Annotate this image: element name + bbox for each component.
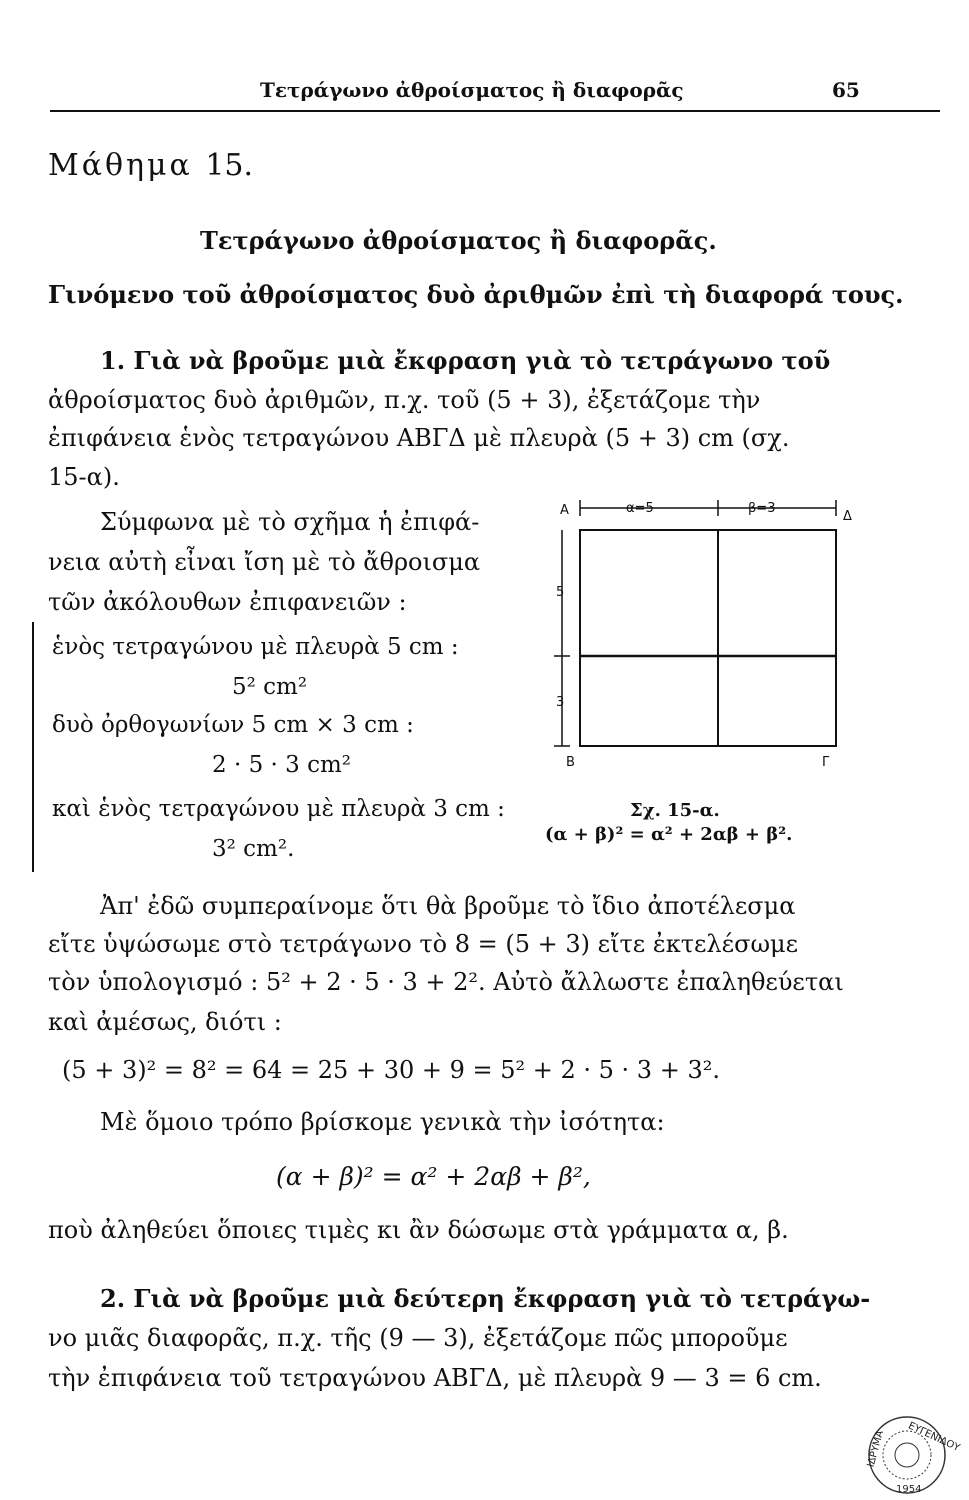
paragraph-line: ποὺ ἀληθεύει ὅποιες τιμὲς κι ἂν δώσωμε στὰ γράμματα α, β. (48, 1216, 789, 1244)
paragraph-line: Σύμφωνα μὲ τὸ σχῆμα ἡ ἐπιφά- (100, 508, 480, 536)
paragraph-line: καὶ ἀμέσως, διότι : (48, 1008, 282, 1036)
paragraph-line: νο μιᾶς διαφορᾶς, π.χ. τῆς (9 — 3), ἐξετάζομε πῶς μποροῦμε (48, 1324, 788, 1352)
paragraph-line: 2. Γιὰ νὰ βροῦμε μιὰ δεύτερη ἔκφραση γιὰ τὸ τετράγω- (100, 1284, 871, 1313)
figure-formula: (α + β)² = α² + 2αβ + β². (545, 824, 793, 845)
paragraph-line: 1. Γιὰ νὰ βροῦμε μιὰ ἔκφραση γιὰ τὸ τετράγωνο τοῦ (100, 346, 831, 375)
equation-numeric: (5 + 3)² = 8² = 64 = 25 + 30 + 9 = 5² + 2 · 5 · 3 + 3². (62, 1056, 720, 1084)
figure-square-diagram (540, 490, 860, 790)
top-dimension-a: α=5 (626, 501, 654, 516)
stamp-year: 1954 (896, 1484, 922, 1495)
list-item-value: 5² cm² (232, 674, 308, 700)
list-item: ἑνὸς τετραγώνου μὲ πλευρὰ 5 cm : (52, 634, 459, 660)
list-item-value: 2 · 5 · 3 cm² (212, 752, 351, 778)
page-number: 65 (832, 78, 860, 102)
paragraph-line: τὸν ὑπολογισμό : 5² + 2 · 5 · 3 + 2². Αὐτὸ ἄλλωστε ἐπαληθεύεται (48, 968, 844, 996)
list-item: καὶ ἑνὸς τετραγώνου μὲ πλευρὰ 3 cm : (52, 796, 505, 822)
stamp-left-text: ΙΔΡΥΜΑ (865, 1429, 886, 1469)
vertex-label-d: Δ (843, 509, 852, 524)
paragraph-line: Μὲ ὅμοιο τρόπο βρίσκομε γενικὰ τὴν ἰσότητα: (100, 1108, 665, 1136)
vertex-label-a: Α (560, 503, 569, 518)
library-stamp (862, 1412, 962, 1498)
top-dimension-b: β=3 (748, 501, 776, 516)
list-item: δυὸ ὀρθογωνίων 5 cm × 3 cm : (52, 712, 414, 738)
side-dimension-3: 3 (556, 695, 565, 710)
list-brace (32, 622, 44, 872)
running-title: Τετράγωνο ἀθροίσματος ἢ διαφορᾶς (260, 78, 684, 102)
paragraph-line: νεια αὐτὴ εἶναι ἴση μὲ τὸ ἄθροισμα (48, 548, 481, 576)
paragraph-line: 15-α). (48, 463, 120, 491)
paragraph-line: τὴν ἐπιφάνεια τοῦ τετραγώνου ΑΒΓΔ, μὲ πλευρὰ 9 — 3 = 6 cm. (48, 1364, 822, 1392)
paragraph-line: τῶν ἀκόλουθων ἐπιφανειῶν : (48, 588, 407, 616)
section-subtitle: Γινόμενο τοῦ ἀθροίσματος δυὸ ἀριθμῶν ἐπὶ τὴ διαφορά τους. (48, 280, 904, 309)
paragraph-line: ἐπιφάνεια ἑνὸς τετραγώνου ΑΒΓΔ μὲ πλευρὰ (5 + 3) cm (σχ. (48, 424, 790, 452)
list-item-value: 3² cm². (212, 836, 295, 862)
side-dimension-5: 5 (556, 585, 565, 600)
section-title: Τετράγωνο ἀθροίσματος ἢ διαφορᾶς. (200, 226, 717, 255)
paragraph-line: εἴτε ὑψώσωμε στὸ τετράγωνο τὸ 8 = (5 + 3) εἴτε ἐκτελέσωμε (48, 930, 799, 958)
vertex-label-b: Β (566, 755, 575, 770)
vertex-label-g: Γ (822, 755, 830, 770)
equation-identity: (α + β)² = α² + 2αβ + β², (276, 1162, 591, 1191)
header-rule (50, 110, 940, 112)
paragraph-line: ἀθροίσματος δυὸ ἀριθμῶν, π.χ. τοῦ (5 + 3), ἐξετάζομε τὴν (48, 386, 761, 414)
lesson-number: 15. (205, 148, 254, 183)
stamp-top-text: ΕΥΓΕΝΙΔΟΥ (906, 1420, 962, 1454)
paragraph-line: Ἀπ' ἐδῶ συμπεραίνομε ὅτι θὰ βροῦμε τὸ ἴδιο ἀποτέλεσμα (100, 892, 796, 920)
lesson-label: Μάθημα (48, 148, 193, 183)
figure-caption: Σχ. 15-α. (630, 800, 720, 821)
lesson-heading (48, 148, 253, 183)
